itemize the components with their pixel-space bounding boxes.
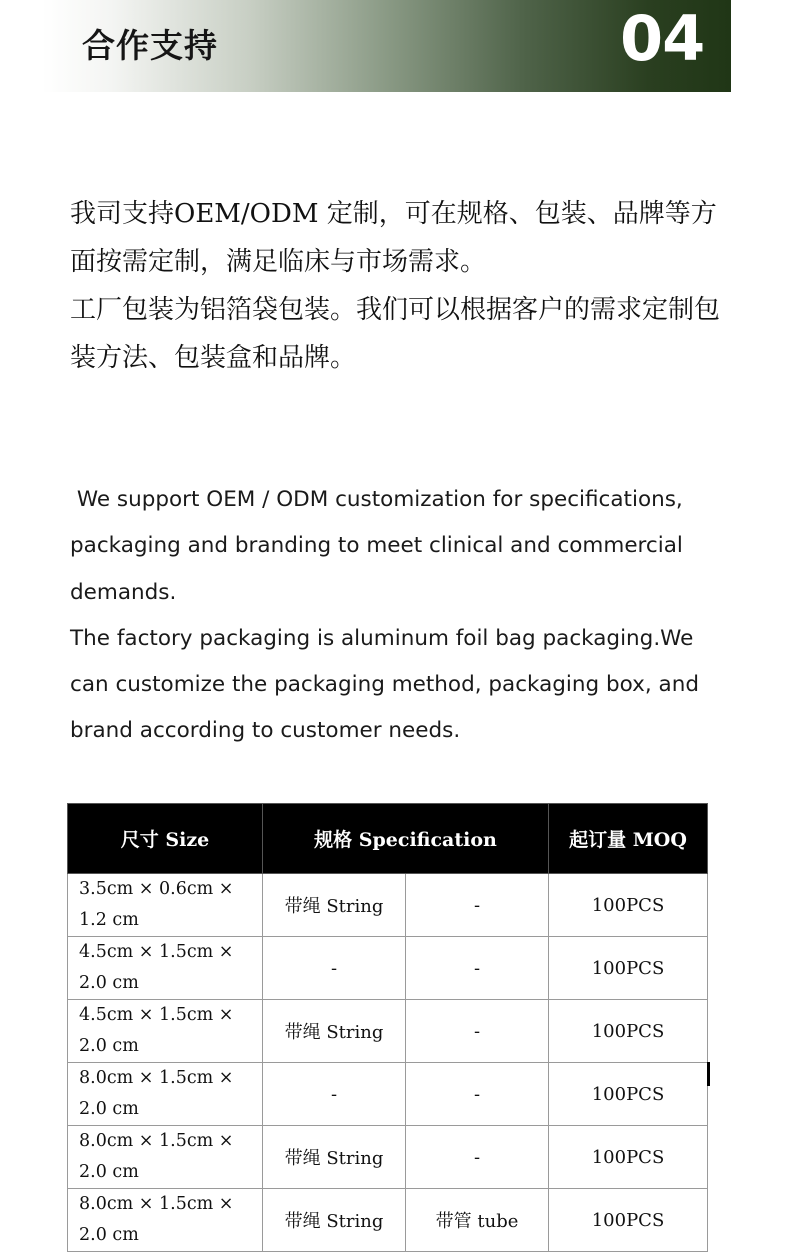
size-cell: 4.5cm × 1.5cm × 2.0 cm (68, 1000, 263, 1063)
spec-table (67, 803, 708, 1252)
spec-cell: - (406, 1000, 549, 1063)
spec-cell: - (263, 937, 406, 1000)
header-size: 尺寸 Size (68, 804, 263, 874)
moq-cell: 100PCS (549, 1000, 708, 1063)
size-cell: 8.0cm × 1.5cm × 2.0 cm (68, 1189, 263, 1252)
table-row (68, 874, 708, 937)
size-cell: 3.5cm × 0.6cm × 1.2 cm (68, 874, 263, 937)
table-row (68, 1063, 708, 1126)
spec-cell: 带绳 String (263, 1000, 406, 1063)
table-row (68, 937, 708, 1000)
spec-cell: - (263, 1063, 406, 1126)
size-cell: 8.0cm × 1.5cm × 2.0 cm (68, 1126, 263, 1189)
spec-cell: 带绳 String (263, 1189, 406, 1252)
chinese-paragraph: 我司支持OEM/ODM 定制，可在规格、包装、品牌等方面按需定制，满足临床与市场需求。 (70, 199, 717, 277)
spec-cell: - (406, 1063, 549, 1126)
moq-cell: 100PCS (549, 874, 708, 937)
table-row (68, 1000, 708, 1063)
header-specification: 规格 Specification (263, 804, 549, 874)
moq-cell: 100PCS (549, 1063, 708, 1126)
table-row (68, 1189, 708, 1252)
spec-cell: 带绳 String (263, 1126, 406, 1189)
english-description (70, 477, 730, 755)
size-cell: 4.5cm × 1.5cm × 2.0 cm (68, 937, 263, 1000)
moq-cell: 100PCS (549, 1189, 708, 1252)
english-paragraph: We support OEM / ODM customization for specifications, packaging and branding to meet clinical and commercial demands. (70, 487, 683, 605)
table-row (68, 1126, 708, 1189)
section-number: 04 (620, 2, 705, 75)
moq-cell: 100PCS (549, 937, 708, 1000)
spec-cell: 带管 tube (406, 1189, 549, 1252)
section-title: 合作支持 (82, 26, 218, 65)
table-header-row (68, 804, 708, 874)
english-paragraph: The factory packaging is aluminum foil bag packaging.We can customize the packaging method, packaging box, and brand according to customer needs. (70, 625, 699, 744)
size-cell: 8.0cm × 1.5cm × 2.0 cm (68, 1063, 263, 1126)
chinese-paragraph: 工厂包装为铝箔袋包装。我们可以根据客户的需求定制包装方法、包装盒和品牌。 (70, 295, 721, 373)
moq-cell: 100PCS (549, 1126, 708, 1189)
spec-cell: - (406, 937, 549, 1000)
edge-marker (707, 1062, 710, 1086)
header-moq: 起订量 MOQ (549, 804, 708, 874)
spec-cell: - (406, 874, 549, 937)
spec-cell: - (406, 1126, 549, 1189)
chinese-description (70, 190, 720, 382)
spec-cell: 带绳 String (263, 874, 406, 937)
